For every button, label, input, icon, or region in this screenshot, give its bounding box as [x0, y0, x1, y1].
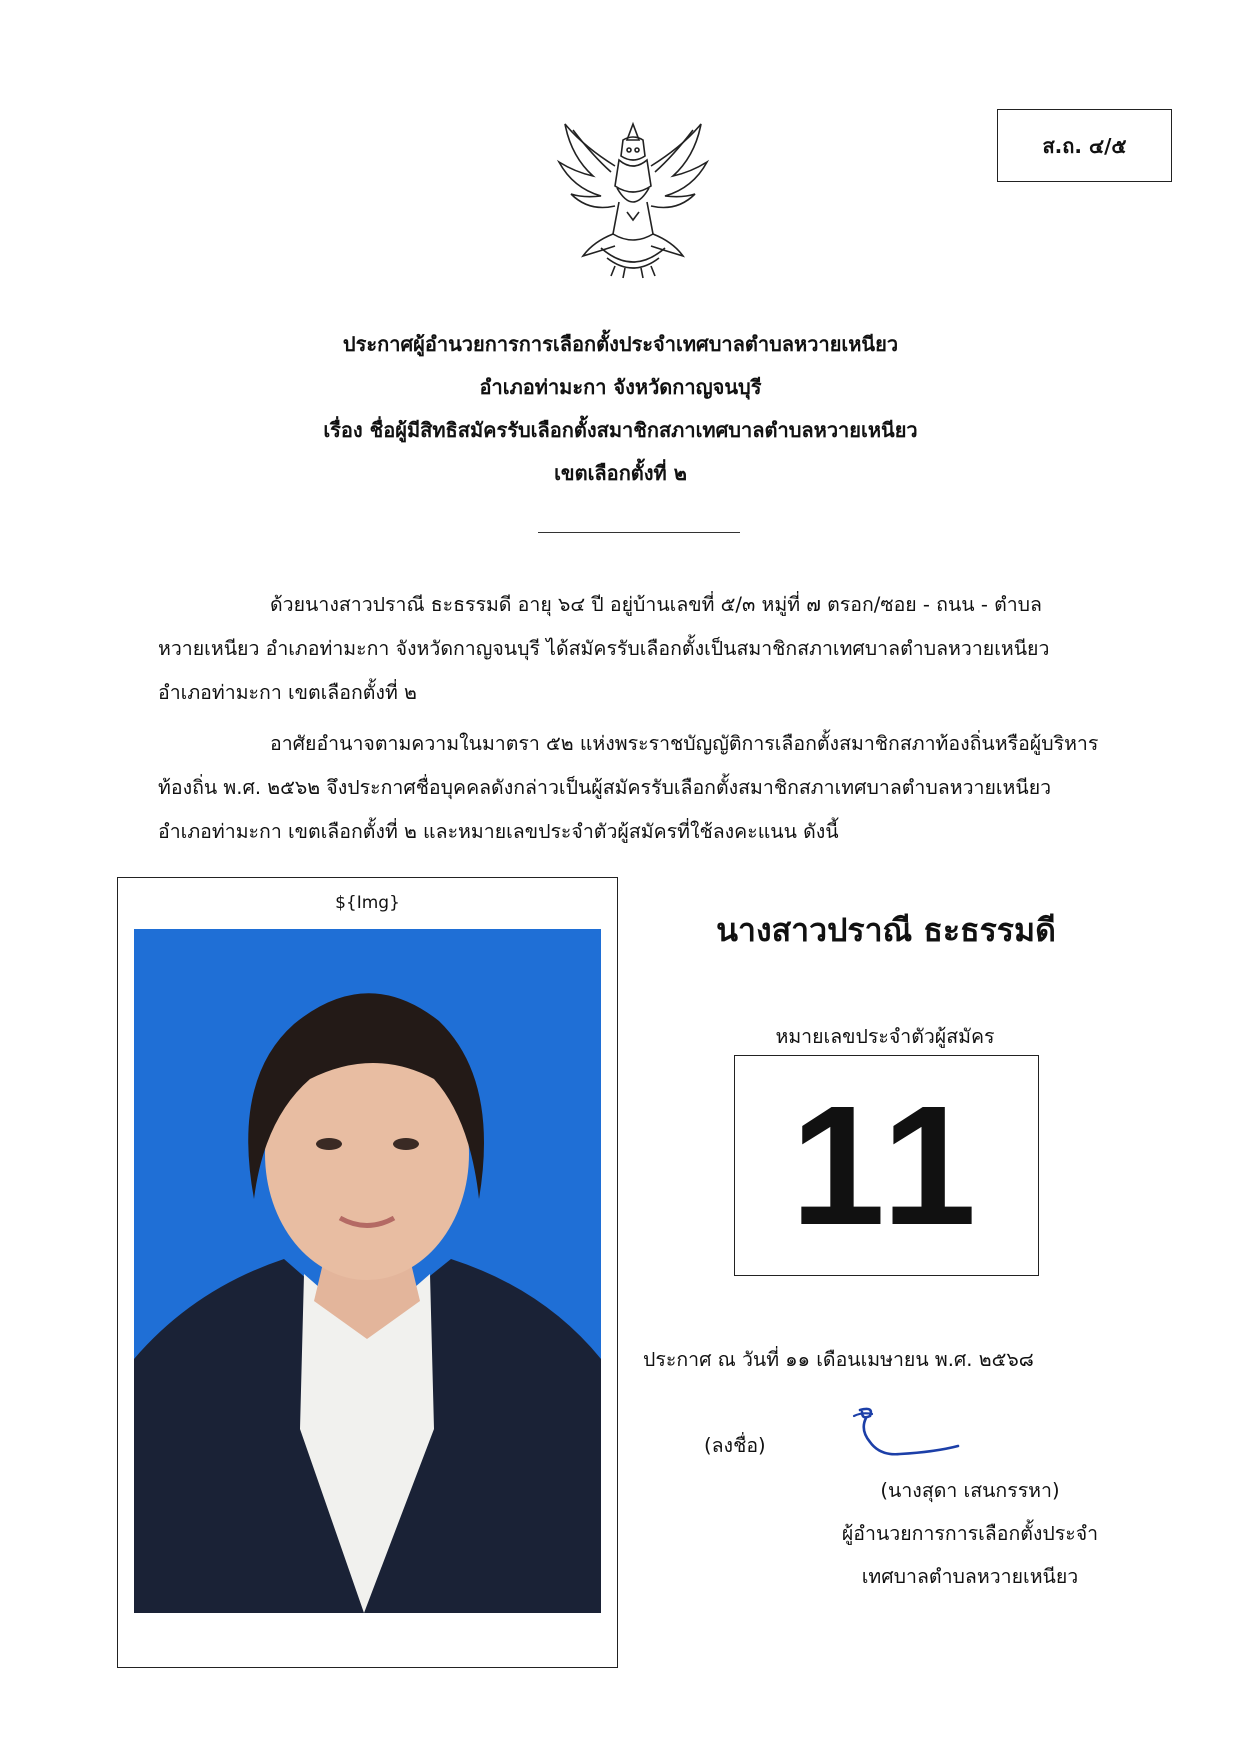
signature-label: (ลงชื่อ)	[704, 1434, 766, 1457]
candidate-name: นางสาวปราณี ธะธรรมดี	[716, 911, 1056, 949]
garuda-emblem-icon	[553, 116, 713, 281]
candidate-portrait	[134, 929, 601, 1613]
handwritten-signature	[840, 1406, 970, 1466]
candidate-number-box	[734, 1055, 1039, 1276]
paragraph-2-line: อำเภอท่ามะกา เขตเลือกตั้งที่ ๒ และหมายเลขประจำตัวผู้สมัครที่ใช้ลงคะแนน ดังนี้	[158, 820, 839, 843]
candidate-number: 11	[790, 1070, 983, 1261]
header-line-3: เรื่อง ชื่อผู้มีสิทธิสมัครรับเลือกตั้งสมาชิกสภาเทศบาลตำบลหวายเหนียว	[323, 418, 918, 442]
paragraph-2-line: อาศัยอำนาจตามความในมาตรา ๕๒ แห่งพระราชบัญญัติการเลือกตั้งสมาชิกสภาท้องถิ่นหรือผู้บริหาร	[270, 732, 1099, 755]
header-line-1: ประกาศผู้อำนวยการการเลือกตั้งประจำเทศบาลตำบลหวายเหนียว	[342, 332, 899, 356]
photo-frame	[117, 877, 618, 1668]
official-name: (นางสุดา เสนกรรหา)	[880, 1479, 1060, 1502]
paragraph-1-line: ด้วยนางสาวปราณี ธะธรรมดี อายุ ๖๔ ปี อยู่บ้านเลขที่ ๕/๓ หมู่ที่ ๗ ตรอก/ซอย - ถนน - ตำบล	[270, 593, 1043, 616]
form-code-box	[997, 109, 1172, 182]
paragraph-1-line: หวายเหนียว อำเภอท่ามะกา จังหวัดกาญจนบุรี ได้สมัครรับเลือกตั้งเป็นสมาชิกสภาเทศบาลตำบลหวายเหนียว	[158, 637, 1050, 660]
official-position-line-1: ผู้อำนวยการการเลือกตั้งประจำ	[841, 1522, 1099, 1545]
candidate-number-label: หมายเลขประจำตัวผู้สมัคร	[775, 1025, 995, 1048]
paragraph-2	[158, 722, 1108, 854]
header-divider	[538, 532, 740, 533]
paragraph-2-line: ท้องถิ่น พ.ศ. ๒๕๖๒ จึงประกาศชื่อบุคคลดังกล่าวเป็นผู้สมัครรับเลือกตั้งสมาชิกสภาเทศบาลตำบลหวายเหนียว	[158, 776, 1052, 799]
header-line-2: อำเภอท่ามะกา จังหวัดกาญจนบุรี	[479, 375, 762, 399]
paragraph-1-line: อำเภอท่ามะกา เขตเลือกตั้งที่ ๒	[158, 681, 417, 704]
header-line-4: เขตเลือกตั้งที่ ๒	[554, 461, 687, 485]
image-placeholder-text: ${Img}	[335, 893, 400, 913]
announcement-date: ประกาศ ณ วันที่ ๑๑ เดือนเมษายน พ.ศ. ๒๕๖๘	[643, 1348, 1034, 1371]
paragraph-1	[158, 583, 1108, 715]
form-code: ส.ถ. ๔/๕	[1042, 133, 1127, 158]
official-position-line-2: เทศบาลตำบลหวายเหนียว	[861, 1565, 1079, 1588]
